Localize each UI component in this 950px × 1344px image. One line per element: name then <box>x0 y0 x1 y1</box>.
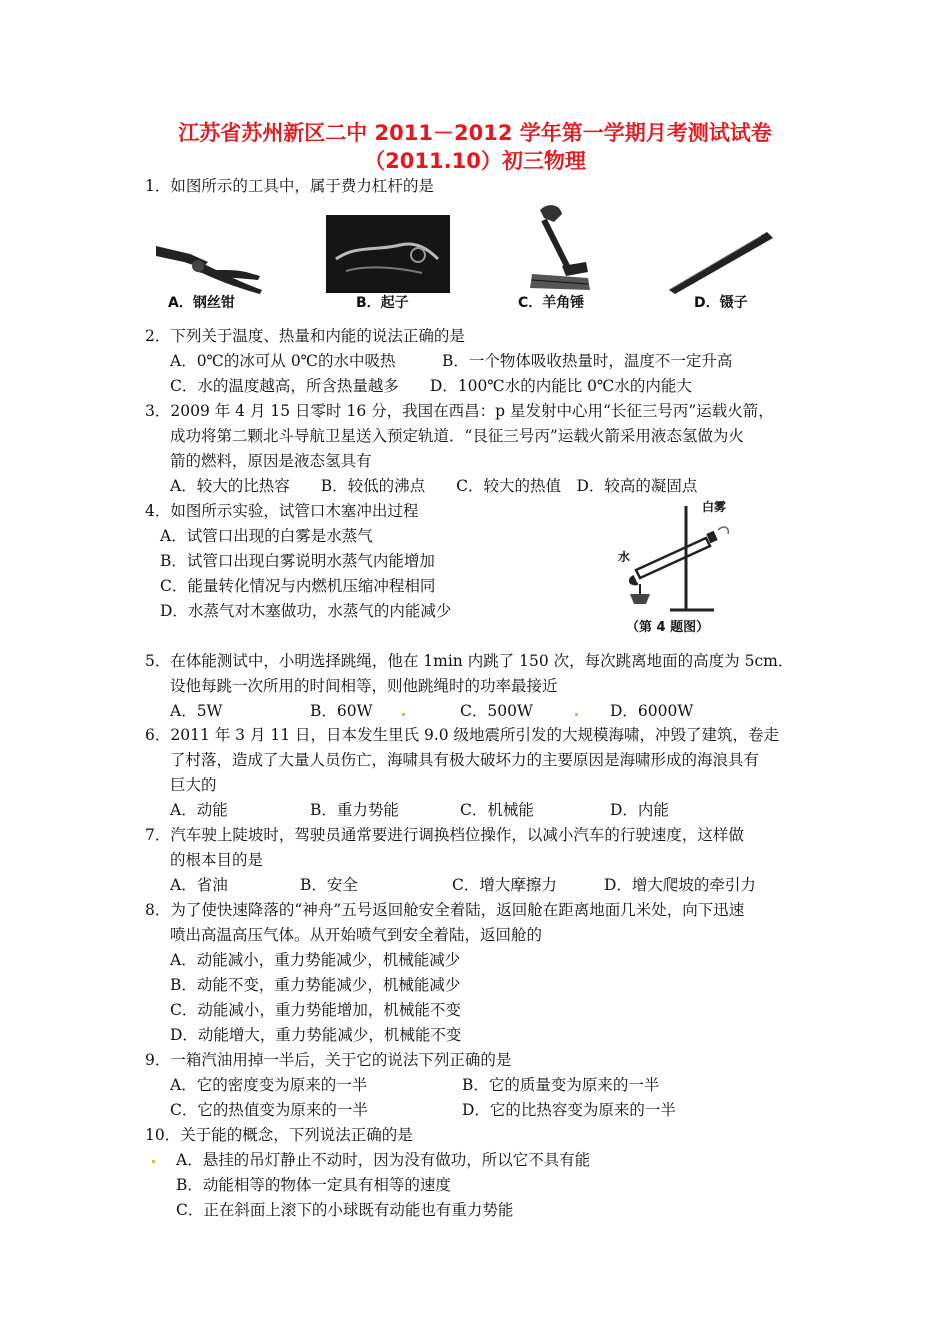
q8-option-a: A．动能减小，重力势能减少，机械能减少 <box>170 951 461 969</box>
q10-stem: 10．关于能的概念，下列说法正确的是 <box>145 1126 413 1144</box>
scan-speck <box>402 713 405 716</box>
q4-option-c: C．能量转化情况与内燃机压缩冲程相同 <box>160 577 436 595</box>
q7-option-a: A．省油 <box>170 876 228 894</box>
q9-option-d: D．它的比热容变为原来的一半 <box>462 1101 676 1119</box>
q10-option-a: A．悬挂的吊灯静止不动时，因为没有做功，所以它不具有能 <box>176 1151 591 1169</box>
q4-figure-label-water: 水 <box>618 550 631 564</box>
q3-options: A．较大的比热容 B．较低的沸点 C．较大的热值 D．较高的凝固点 <box>170 477 698 495</box>
q2-options-row2: C．水的温度越高，所含热量越多 D．100℃水的内能比 0℃水的内能大 <box>170 377 692 395</box>
q1-caption-c: C．羊角锤 <box>518 295 585 311</box>
q5-option-a: A．5W <box>170 702 223 720</box>
q10-option-b: B．动能相等的物体一定具有相等的速度 <box>176 1176 451 1194</box>
q9-option-a: A．它的密度变为原来的一半 <box>170 1076 368 1094</box>
scan-speck <box>575 713 578 716</box>
q6-option-c: C．机械能 <box>460 801 534 819</box>
q9-stem: 9．一箱汽油用掉一半后，关于它的说法下列正确的是 <box>145 1051 512 1069</box>
q5-option-b: B．60W <box>310 702 373 720</box>
claw-hammer-figure <box>526 200 594 292</box>
q4-figure-label-white-fog: 白雾 <box>702 500 727 514</box>
q9-option-b: B．它的质量变为原来的一半 <box>462 1076 660 1094</box>
q6-stem-line1: 6．2011 年 3 月 11 日，日本发生里氏 9.0 级地震所引发的大规模海啸，冲毁了建筑，卷走 <box>145 726 780 744</box>
page-subtitle: （2011.10）初三物理 <box>364 149 586 173</box>
tweezers-figure <box>665 228 775 294</box>
q6-stem-line3: 巨大的 <box>170 776 217 794</box>
q2-options-row1: A．0℃的冰可从 0℃的水中吸热 B．一个物体吸收热量时，温度不一定升高 <box>170 352 733 370</box>
q2-stem: 2．下列关于温度、热量和内能的说法正确的是 <box>145 327 465 345</box>
q7-stem-line1: 7．汽车驶上陡坡时，驾驶员通常要进行调换档位操作，以减小汽车的行驶速度，这样做 <box>145 826 744 844</box>
scan-speck <box>152 1160 155 1163</box>
q5-stem-line2: 设他每跳一次所用的时间相等，则他跳绳时的功率最接近 <box>170 677 558 695</box>
q8-stem-line2: 喷出高温高压气体。从开始喷气到安全着陆，返回舱的 <box>170 926 543 944</box>
q6-stem-line2: 了村落，造成了大量人员伤亡，海啸具有极大破坏力的主要原因是海啸形成的海浪具有 <box>170 751 760 769</box>
q6-option-b: B．重力势能 <box>310 801 399 819</box>
q1-caption-d: D．镊子 <box>694 295 748 311</box>
q1-stem: 1．如图所示的工具中，属于费力杠杆的是 <box>145 177 434 195</box>
q8-option-c: C．动能减小，重力势能增加，机械能不变 <box>170 1001 461 1019</box>
q8-option-b: B．动能不变，重力势能减少，机械能减少 <box>170 976 461 994</box>
q6-option-d: D．内能 <box>610 801 669 819</box>
q7-option-b: B．安全 <box>300 876 358 894</box>
q4-stem: 4．如图所示实验，试管口木塞冲出过程 <box>145 502 419 520</box>
q4-option-a: A．试管口出现的白雾是水蒸气 <box>160 527 373 545</box>
q8-stem-line1: 8．为了使快速降落的“神舟”五号返回舱安全着陆，返回舱在距离地面几米处，向下迅速 <box>145 901 745 919</box>
q4-option-b: B．试管口出现白雾说明水蒸气内能增加 <box>160 552 435 570</box>
q5-option-d: D．6000W <box>610 702 694 720</box>
q7-stem-line2: 的根本目的是 <box>170 851 264 869</box>
q1-caption-a: A．钢丝钳 <box>168 295 235 311</box>
q6-option-a: A．动能 <box>170 801 228 819</box>
q4-figure-caption: （第 4 题图） <box>626 620 710 635</box>
q4-option-d: D．水蒸气对木塞做功，水蒸气的内能减少 <box>160 602 452 620</box>
q5-option-c: C．500W <box>460 702 533 720</box>
pliers-figure <box>150 232 268 294</box>
q7-option-d: D．增大爬坡的牵引力 <box>604 876 756 894</box>
q1-caption-b: B．起子 <box>356 295 409 311</box>
q3-stem-line3: 箭的燃料，原因是液态氢具有 <box>170 452 372 470</box>
q9-option-c: C．它的热值变为原来的一半 <box>170 1101 368 1119</box>
q8-option-d: D．动能增大，重力势能减少，机械能不变 <box>170 1026 462 1044</box>
q5-stem-line1: 5．在体能测试中，小明选择跳绳，他在 1min 内跳了 150 次，每次跳离地面的高度为 5cm． <box>145 652 794 670</box>
q10-option-c: C．正在斜面上滚下的小球既有动能也有重力势能 <box>176 1201 514 1219</box>
q7-option-c: C．增大摩擦力 <box>452 876 557 894</box>
q3-stem-line2: 成功将第二颗北斗导航卫星送入预定轨道．“艮征三号丙”运载火箭采用液态氢做为火 <box>170 427 744 445</box>
bottle-opener-figure <box>326 215 450 293</box>
q3-stem-line1: 3．2009 年 4 月 15 日零时 16 分，我国在西昌：p 星发射中心用“长征三号丙”运载火箭， <box>145 402 774 420</box>
page-title: 江苏省苏州新区二中 2011－2012 学年第一学期月考测试试卷 <box>178 121 772 145</box>
